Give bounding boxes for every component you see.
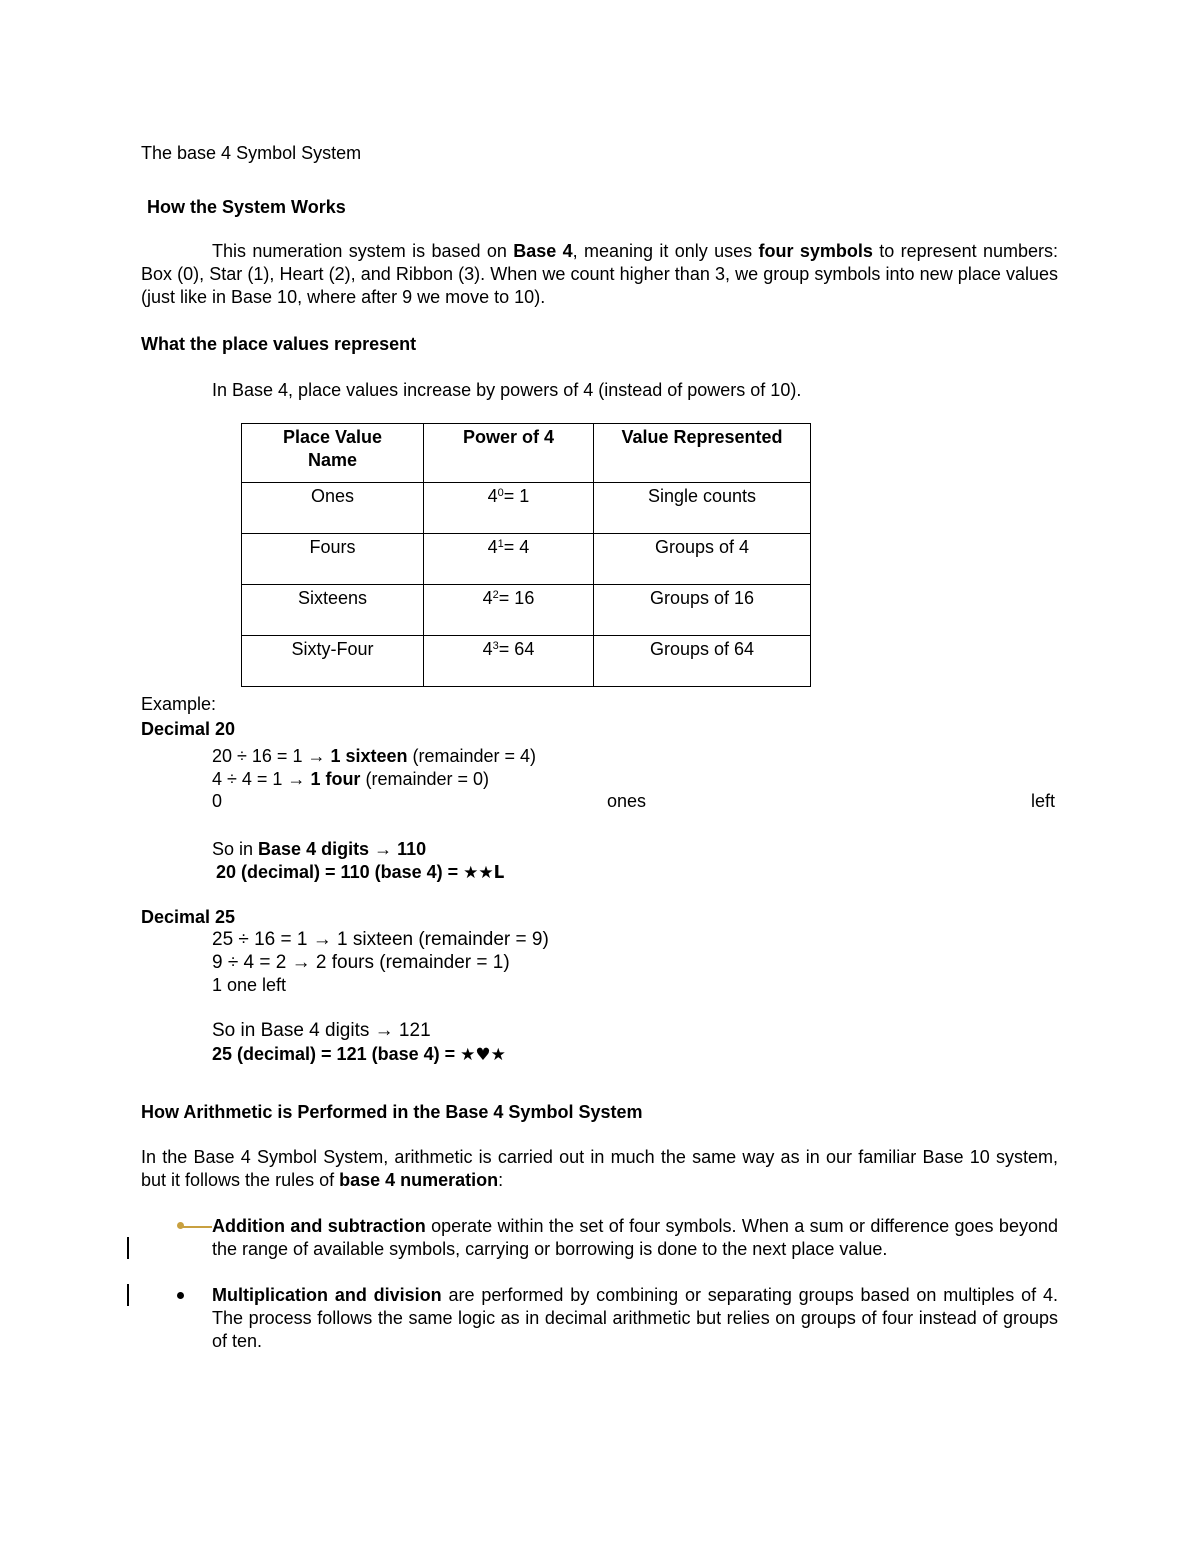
symbol-string: ★★ᒪ bbox=[463, 863, 505, 883]
section-heading-how-it-works: How the System Works bbox=[147, 197, 346, 217]
section-heading-place-values: What the place values represent bbox=[141, 334, 417, 354]
symbol-string: ★♥★ bbox=[460, 1045, 506, 1065]
table-cell: $4^0= 1$ bbox=[424, 483, 594, 534]
table-cell: $4^2= 16$ bbox=[424, 585, 594, 636]
column-header: Value Represented bbox=[594, 424, 811, 483]
column-header: Power of 4 bbox=[424, 424, 594, 483]
example-1-result-symbols: 20 (decimal) = 110 (base 4) = ★★ᒪ bbox=[216, 862, 505, 883]
text-run: to represent numbers: Box (0), Star (1), Heart (2), and Ribbon (3). When we count higher than 3, we group symbols into new place values (just like in Base 10, where after 9 we move to 10). bbox=[141, 241, 1058, 307]
header-text: Place Value Name bbox=[282, 427, 383, 470]
table-cell: $4^1= 4$ bbox=[424, 534, 594, 585]
example-1-line-3b: ones bbox=[607, 791, 647, 811]
example-2-line-2: 9 ÷ 4 = 2 → 2 fours (remainder = 1) bbox=[212, 952, 510, 973]
example-1-line-1: 20 ÷ 16 = 1 → 1 sixteen (remainder = 4) bbox=[212, 746, 537, 766]
table-cell: Ones bbox=[242, 483, 424, 534]
bullet-icon bbox=[177, 1292, 184, 1299]
place-values-intro: In Base 4, place values increase by powers of 4 (instead of powers of 10). bbox=[212, 380, 802, 400]
paragraph-arithmetic: In the Base 4 Symbol System, arithmetic is carried out in much the same way as in our familiar Base 10 system, but it follows the rules of base 4 numeration: bbox=[141, 1147, 1058, 1190]
tracked-change-line bbox=[181, 1226, 212, 1228]
table-cell: Fours bbox=[242, 534, 424, 585]
example-2-title: Decimal 25 bbox=[141, 907, 236, 927]
example-2-result-symbols: 25 (decimal) = 121 (base 4) = ★♥★ bbox=[212, 1044, 506, 1065]
column-header bbox=[242, 424, 424, 483]
text-run: This numeration system is based on bbox=[212, 241, 514, 261]
example-1-line-3c: left bbox=[1031, 791, 1056, 811]
bullet-icon bbox=[177, 1222, 184, 1229]
table-cell: Groups of 64 bbox=[594, 636, 811, 687]
example-label: Example: bbox=[141, 694, 217, 714]
table-cell: Groups of 16 bbox=[594, 585, 811, 636]
table-cell: Groups of 4 bbox=[594, 534, 811, 585]
table-cell: $4^3= 64$ bbox=[424, 636, 594, 687]
bullet-item-multiplication: Multiplication and division are performed by combining or separating groups based on multiples of 4. The process follows the same logic as in decimal arithmetic but relies on groups of four instead of groups of ten. bbox=[212, 1285, 1058, 1351]
place-value-table bbox=[241, 423, 811, 687]
example-1-result-digits: So in Base 4 digits → 110 bbox=[212, 839, 427, 859]
table-row bbox=[242, 534, 811, 585]
document-title: The base 4 Symbol System bbox=[141, 143, 362, 163]
table-cell: Sixteens bbox=[242, 585, 424, 636]
text-run: , meaning it only uses bbox=[572, 241, 759, 261]
bullet-item-addition: Addition and subtraction operate within the set of four symbols. When a sum or difference goes beyond the range of available symbols, carrying or borrowing is done to the next place value. bbox=[212, 1216, 1058, 1259]
example-1-line-3a: 0 bbox=[212, 791, 223, 811]
example-1-title: Decimal 20 bbox=[141, 719, 236, 739]
text-run-bold: Base 4 bbox=[513, 241, 573, 261]
table-cell: Single counts bbox=[594, 483, 811, 534]
table-row bbox=[242, 585, 811, 636]
table-header-row bbox=[242, 424, 811, 483]
change-bar-marker bbox=[127, 1237, 129, 1259]
example-2-line-1: 25 ÷ 16 = 1 → 1 sixteen (remainder = 9) bbox=[212, 929, 549, 950]
change-bar-marker bbox=[127, 1284, 129, 1306]
example-1-line-2: 4 ÷ 4 = 1 → 1 four (remainder = 0) bbox=[212, 769, 490, 789]
example-2-result-digits: So in Base 4 digits → 121 bbox=[212, 1020, 431, 1041]
text-run-bold: four symbols bbox=[758, 241, 873, 261]
paragraph-how-it-works bbox=[141, 240, 1058, 309]
table-row bbox=[242, 636, 811, 687]
example-2-line-3: 1 one left bbox=[212, 975, 287, 995]
table-cell: Sixty-Four bbox=[242, 636, 424, 687]
section-heading-arithmetic: How Arithmetic is Performed in the Base 4 Symbol System bbox=[141, 1102, 643, 1122]
table-row bbox=[242, 483, 811, 534]
